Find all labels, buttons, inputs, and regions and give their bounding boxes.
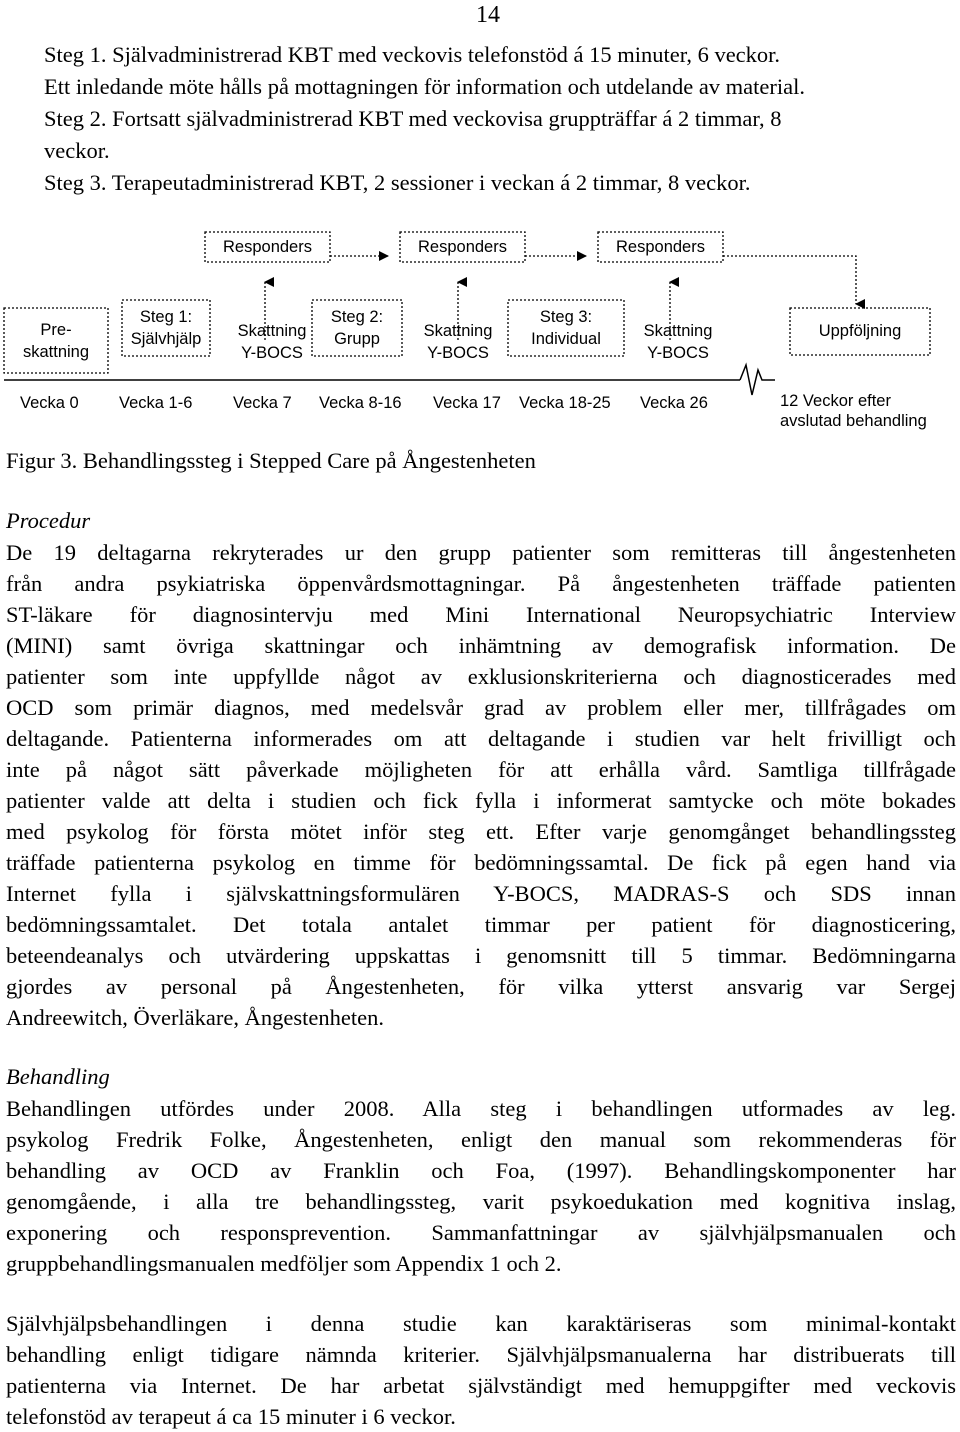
responders-label: Responders (223, 238, 312, 256)
text-line: behandling av OCD av Franklin och Foa, (1997). Behandlingskomponenter har (6, 1158, 956, 1183)
text-line: (MINI) samt övriga skattningar och inhämtning av demografisk information. De (6, 633, 956, 658)
skattning-ybocs-label (222, 320, 322, 364)
box-line: Steg 2: (330, 308, 384, 326)
text-line: genomgående, i alla tre behandlingssteg, varit psykoedukation med kognitiva inslag, (6, 1189, 956, 1214)
text-line: träffade patienterna psykolog en timme för bedömningssamtal. De fick på egen hand via (6, 850, 956, 875)
box-line: Individual (531, 330, 601, 348)
box-line: skattning (22, 343, 90, 361)
followup-line: avslutad behandling (780, 412, 927, 430)
followup-week-label (780, 391, 927, 431)
text-line: Behandlingen utfördes under 2008. Alla steg i behandlingen utformades av leg. (6, 1096, 956, 1121)
responders-label: Responders (616, 238, 705, 256)
box-line: Y-BOCS (241, 344, 303, 362)
text-line: behandling enligt tidigare nämnda kriterier. Självhjälpsmanualerna har distribuerats till (6, 1342, 956, 1367)
text-line: telefonstöd av terapeut á ca 15 minuter i 6 veckor. (6, 1404, 456, 1429)
pre-skattning-box (4, 319, 108, 363)
responders-label: Responders (418, 238, 507, 256)
text-line: ST-läkare för diagnosintervju med Mini International Neuropsychiatric Interview (6, 602, 956, 627)
skattning-ybocs-label (408, 320, 508, 364)
box-line: Skattning (423, 322, 493, 340)
text-line: exponering och responsprevention. Sammanfattningar av självhjälpsmanualen och (6, 1220, 956, 1245)
text-line: Andreewitch, Överläkare, Ångestenheten. (6, 1005, 384, 1030)
box-line: Skattning (237, 322, 307, 340)
week-label: Vecka 1-6 (119, 394, 193, 412)
text-line: inte på något sätt påverkade möjligheten för att erhålla vård. Samtliga tillfrågade (6, 757, 956, 782)
paragraph (6, 537, 956, 1033)
text-line: deltagande. Patienterna informerades om att deltagande i studien var helt frivilligt och (6, 726, 956, 751)
text-line: gruppbehandlingsmanualen medföljer som Appendix 1 och 2. (6, 1251, 562, 1276)
skattning-ybocs-label (628, 320, 728, 364)
stepped-care-figure (0, 220, 960, 450)
text-line: beteendeanalys och utvärdering uppskattas i genomsnitt till 5 timmar. Bedömningarna (6, 943, 956, 968)
section-heading: Behandling (6, 1064, 110, 1089)
text-line: gjordes av personal på Ångestenheten, för vilka ytterst ansvarig var Sergej (6, 974, 956, 999)
week-label: Vecka 18-25 (519, 394, 611, 412)
uppfoljning-box: Uppföljning (818, 322, 902, 340)
intro-line: Ett inledande möte hålls på mottagningen för information och utdelande av material. (44, 74, 806, 99)
text-line: psykolog Fredrik Folke, Ångestenheten, enligt den manual som rekommenderas för (6, 1127, 956, 1152)
text-line: från andra psykiatriska öppenvårdsmottagningar. På ångestenheten träffade patienten (6, 571, 956, 596)
text-line: Självhjälpsbehandlingen i denna studie kan karaktäriseras som minimal-kontakt (6, 1311, 956, 1336)
intro-line: veckor. (44, 138, 110, 163)
steg3-box (508, 306, 624, 350)
followup-line: 12 Veckor efter (780, 392, 891, 410)
box-line: Steg 1: (139, 308, 193, 326)
box-line: Pre- (40, 321, 72, 339)
text-line: patienter som inte uppfyllde något av exklusionskriterierna och diagnosticerades med (6, 664, 956, 689)
figure-caption: Figur 3. Behandlingssteg i Stepped Care på Ångestenheten (6, 448, 536, 473)
week-label: Vecka 0 (20, 394, 79, 412)
box-line: Y-BOCS (427, 344, 489, 362)
steg2-box (312, 306, 402, 350)
week-label: Vecka 17 (433, 394, 501, 412)
intro-line: Steg 3. Terapeutadministrerad KBT, 2 sessioner i veckan á 2 timmar, 8 veckor. (44, 170, 751, 195)
text-line: Internet fylla i självskattningsformulären Y-BOCS, MADRAS-S och SDS innan (6, 881, 956, 906)
week-label: Vecka 7 (233, 394, 292, 412)
intro-line: Steg 2. Fortsatt självadministrerad KBT med veckovisa gruppträffar á 2 timmar, 8 (44, 106, 782, 131)
steg1-box (122, 306, 210, 350)
text-line: patienterna via Internet. De har arbetat självständigt med hemuppgifter med veckovis (6, 1373, 956, 1398)
box-line: Skattning (643, 322, 713, 340)
text-line: De 19 deltagarna rekryterades ur den grupp patienter som remitteras till ångestenheten (6, 540, 956, 565)
box-line: Y-BOCS (647, 344, 709, 362)
text-line: patienter valde att delta i studien och fick fylla i informerat samtycke och möte bokades (6, 788, 956, 813)
paragraph (6, 1093, 956, 1279)
paragraph (6, 1308, 956, 1432)
box-line: Grupp (334, 330, 380, 348)
intro-line: Steg 1. Självadministrerad KBT med veckovis telefonstöd á 15 minuter, 6 veckor. (44, 42, 781, 67)
box-line: Självhjälp (130, 330, 202, 348)
text-line: OCD som primär diagnos, med medelsvår grad av problem eller mer, tillfrågades om (6, 695, 956, 720)
box-line: Steg 3: (539, 308, 593, 326)
week-label: Vecka 8-16 (319, 394, 402, 412)
text-line: bedömningssamtalet. Det totala antalet timmar per patient för diagnosticering, (6, 912, 956, 937)
section-heading: Procedur (6, 508, 91, 533)
page-number: 14 (476, 2, 500, 28)
week-label: Vecka 26 (640, 394, 708, 412)
text-line: med psykolog för första mötet inför steg ett. Efter varje genomgånget behandlingssteg (6, 819, 956, 844)
timeline (4, 365, 775, 395)
